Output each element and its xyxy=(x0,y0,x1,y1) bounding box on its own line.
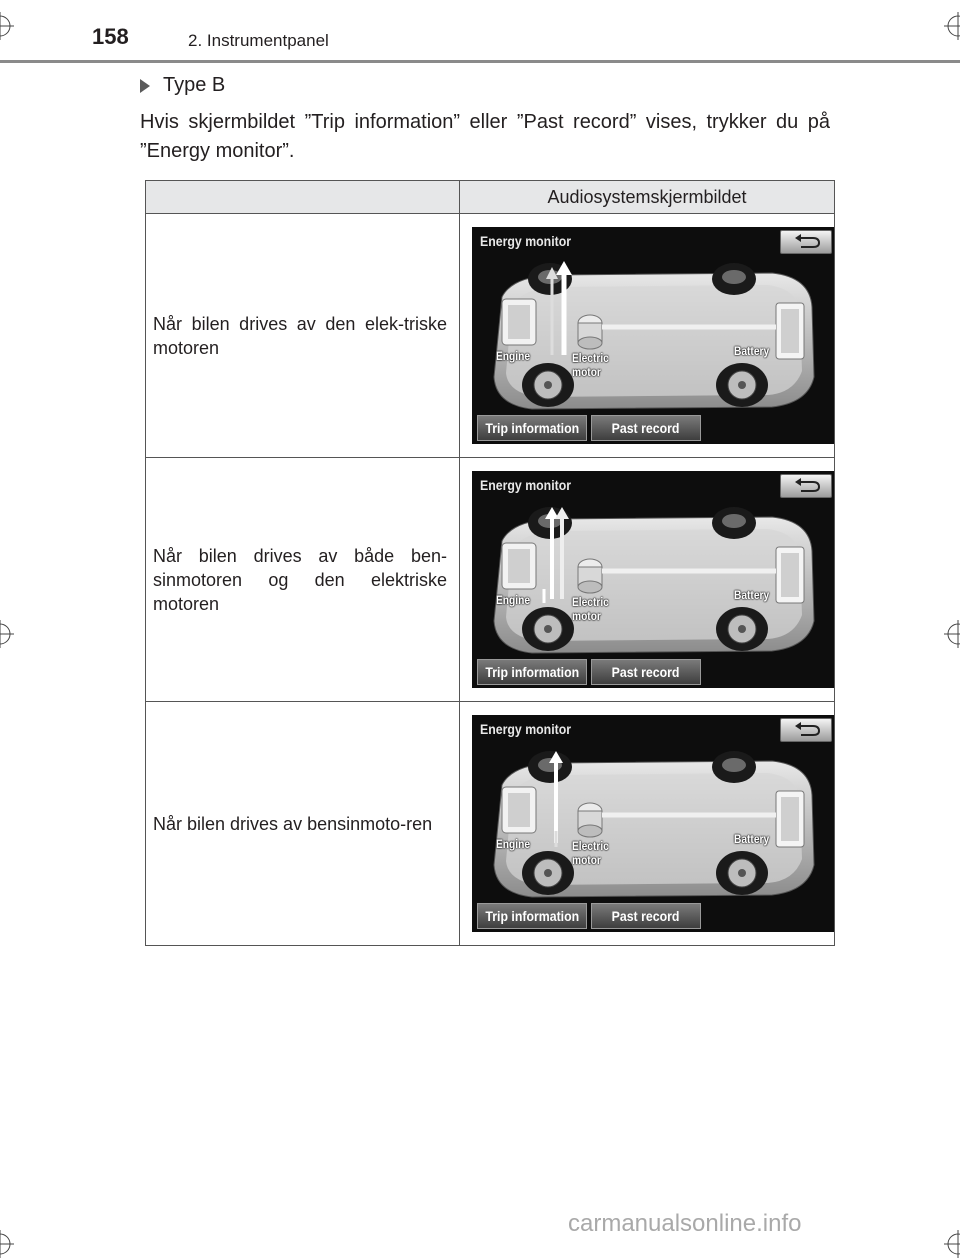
back-button[interactable] xyxy=(780,474,832,498)
rear-left-wheel xyxy=(712,751,756,783)
past-record-button[interactable]: Past record xyxy=(591,903,701,929)
electric-motor xyxy=(578,803,602,837)
trip-information-button[interactable]: Trip information xyxy=(477,659,587,685)
return-arrow-icon xyxy=(781,475,831,497)
energy-monitor-screen xyxy=(472,227,834,444)
crop-mark-bottom-left xyxy=(0,1230,14,1258)
page-number: 158 xyxy=(92,24,129,49)
past-record-button[interactable]: Past record xyxy=(591,659,701,685)
back-button[interactable] xyxy=(780,230,832,254)
table-header-row xyxy=(146,181,835,214)
past-record-button[interactable]: Past record xyxy=(591,415,701,441)
crop-mark-mid-left xyxy=(0,620,14,648)
battery-label: Battery xyxy=(734,832,770,846)
electric-motor-label-line1: Electric xyxy=(572,839,609,853)
table-row xyxy=(146,214,835,458)
front-right-wheel xyxy=(522,363,574,407)
triangle-bullet-icon xyxy=(140,79,150,93)
section-title: 2. Instrumentpanel xyxy=(188,31,329,50)
electric-motor-label xyxy=(572,839,609,867)
trip-information-button[interactable]: Trip information xyxy=(477,903,587,929)
row-screenshot-cell xyxy=(460,458,835,702)
rear-right-wheel xyxy=(716,607,768,651)
table-row xyxy=(146,702,835,946)
trip-information-button[interactable]: Trip information xyxy=(477,415,587,441)
rear-right-wheel xyxy=(716,363,768,407)
electric-motor-label-line2: motor xyxy=(572,365,601,379)
crop-mark-top-right xyxy=(944,12,960,40)
table-header-right: Audiosystemskjermbildet xyxy=(460,181,835,214)
battery-label: Battery xyxy=(734,344,770,358)
crop-mark-mid-right xyxy=(944,620,960,648)
engine-label: Engine xyxy=(496,349,531,363)
type-heading-text: Type B xyxy=(163,74,226,96)
screen-title: Energy monitor xyxy=(480,477,572,493)
rear-left-wheel xyxy=(712,507,756,539)
car-diagram xyxy=(472,471,834,688)
crop-mark-top-left xyxy=(0,12,14,40)
row-screenshot-cell xyxy=(460,214,835,458)
electric-motor-label-line2: motor xyxy=(572,609,601,623)
car-diagram xyxy=(472,227,834,444)
rear-right-wheel xyxy=(716,851,768,895)
rear-left-wheel xyxy=(712,263,756,295)
engine-block xyxy=(502,543,536,589)
energy-monitor-table xyxy=(145,180,835,946)
front-right-wheel xyxy=(522,851,574,895)
front-right-wheel xyxy=(522,607,574,651)
battery-label: Battery xyxy=(734,588,770,602)
row-description: Når bilen drives av den elek-triske motoren xyxy=(146,214,460,458)
engine-block xyxy=(502,787,536,833)
table-row xyxy=(146,458,835,702)
screen-title: Energy monitor xyxy=(480,233,572,249)
engine-label: Engine xyxy=(496,593,531,607)
body-paragraph: Hvis skjermbildet ”Trip information” eller ”Past record” vises, trykker du på ”Energy monitor”. xyxy=(140,111,830,162)
energy-monitor-screen xyxy=(472,471,834,688)
row-description: Når bilen drives av både ben-sinmotoren og den elektriske motoren xyxy=(146,458,460,702)
battery-pack xyxy=(776,547,804,603)
front-left-wheel xyxy=(528,751,572,783)
electric-motor-label-line1: Electric xyxy=(572,595,609,609)
electric-motor xyxy=(578,559,602,593)
electric-motor-label-line2: motor xyxy=(572,853,601,867)
crop-mark-bottom-right xyxy=(944,1230,960,1258)
engine-block xyxy=(502,299,536,345)
car-diagram xyxy=(472,715,834,932)
electric-motor-label xyxy=(572,595,609,623)
electric-motor xyxy=(578,315,602,349)
table-header-left xyxy=(146,181,460,214)
return-arrow-icon xyxy=(781,719,831,741)
type-heading xyxy=(140,74,225,97)
engine-label: Engine xyxy=(496,837,531,851)
screen-title: Energy monitor xyxy=(480,721,572,737)
watermark: carmanualsonline.info xyxy=(568,1210,802,1237)
row-screenshot-cell xyxy=(460,702,835,946)
back-button[interactable] xyxy=(780,718,832,742)
electric-motor-label xyxy=(572,351,609,379)
row-description: Når bilen drives av bensinmoto-ren xyxy=(146,702,460,946)
header-rule xyxy=(0,60,960,63)
electric-motor-label-line1: Electric xyxy=(572,351,609,365)
battery-pack xyxy=(776,791,804,847)
battery-pack xyxy=(776,303,804,359)
energy-monitor-screen xyxy=(472,715,834,932)
return-arrow-icon xyxy=(781,231,831,253)
